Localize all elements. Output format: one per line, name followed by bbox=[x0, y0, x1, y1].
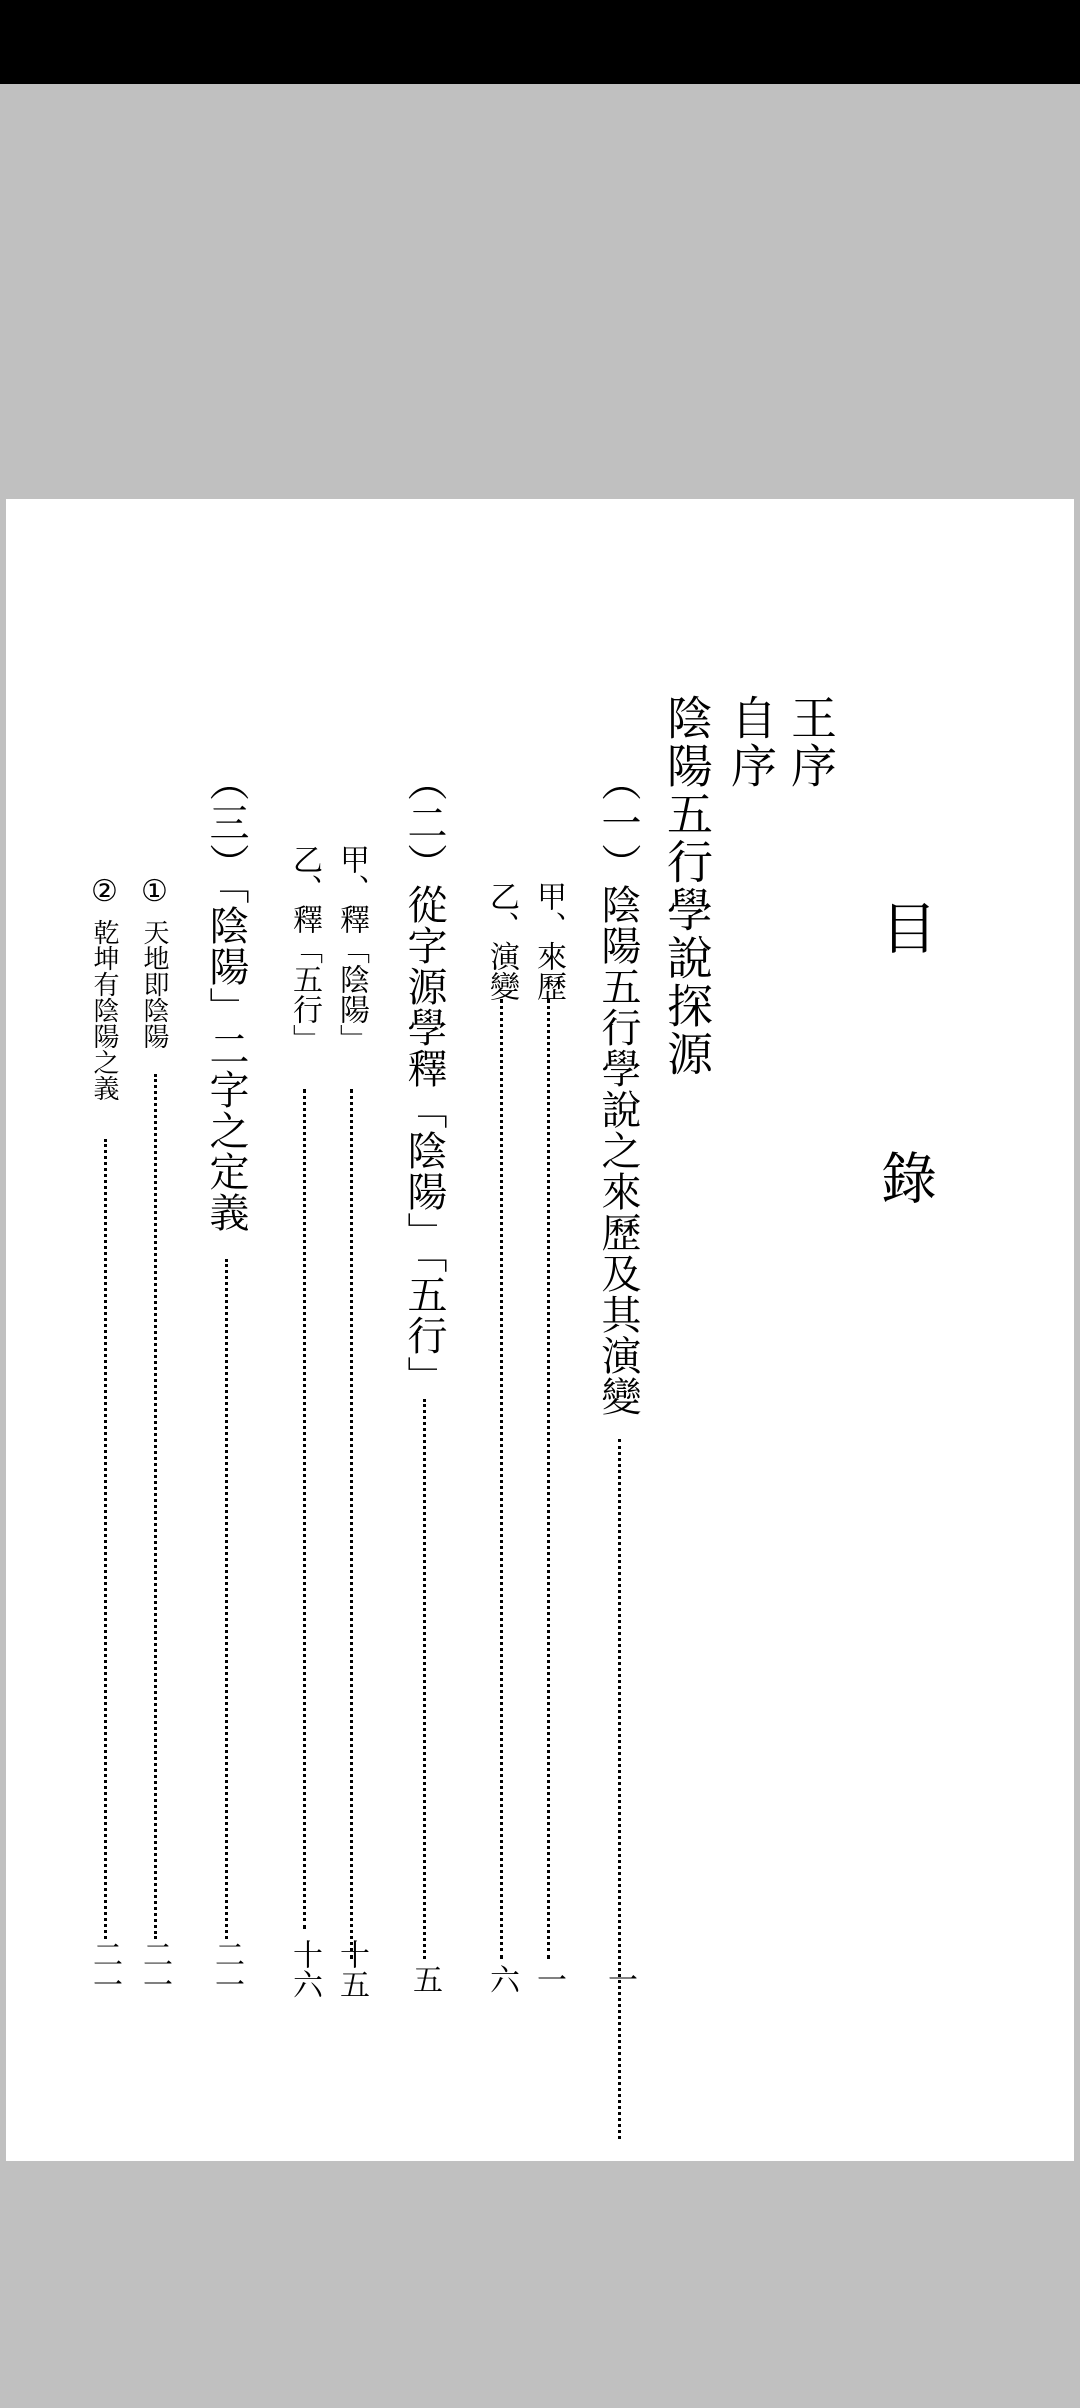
toc-entry-self-preface[interactable]: 自序 bbox=[724, 694, 778, 790]
toc-title-char-1: 目 bbox=[872, 899, 937, 955]
toc-page-number: 十六 bbox=[287, 1939, 322, 1999]
status-bar bbox=[0, 0, 1080, 84]
toc-page-number: 二一 bbox=[137, 1939, 172, 1999]
toc-item-marker: ② bbox=[87, 874, 122, 909]
toc-leader-dots bbox=[350, 1089, 353, 1959]
toc-page-number: 二一 bbox=[209, 1939, 244, 1999]
toc-entry-main-section[interactable]: 陰陽五行學說探源 bbox=[660, 694, 714, 1078]
toc-entry-wang-preface[interactable]: 王序 bbox=[784, 694, 838, 790]
toc-title-char-2: 錄 bbox=[872, 1149, 937, 1205]
toc-item-marker: ① bbox=[137, 874, 172, 909]
toc-entry-sub1a[interactable]: 甲、來歷 bbox=[531, 881, 566, 1001]
toc-entry-sub1[interactable]: （一）陰陽五行學說之來歷及其演變 bbox=[595, 761, 641, 1417]
toc-leader-dots bbox=[154, 1074, 157, 1939]
document-viewer[interactable] bbox=[0, 84, 1080, 2408]
toc-leader-dots bbox=[104, 1139, 107, 1939]
toc-leader-dots bbox=[618, 1439, 621, 2139]
toc-leader-dots bbox=[500, 999, 503, 1959]
document-page bbox=[6, 499, 1074, 2161]
toc-page-number: 二一 bbox=[87, 1939, 122, 1999]
toc-entry-sub2a[interactable]: 甲、釋「陰陽」 bbox=[334, 844, 369, 1054]
toc-leader-dots bbox=[547, 999, 550, 1959]
toc-page-number: 一 bbox=[531, 1964, 566, 1994]
toc-leader-dots bbox=[225, 1259, 228, 1939]
toc-entry-sub2[interactable]: （二）從字源學釋「陰陽」「五行」 bbox=[401, 761, 447, 1397]
toc-entry-sub1b[interactable]: 乙、演變 bbox=[484, 881, 519, 1001]
toc-page-number: 一 bbox=[602, 1964, 637, 1994]
toc-page-number: 六 bbox=[484, 1964, 519, 1994]
toc-entry-sub3[interactable]: （三）「陰陽」二字之定義 bbox=[203, 761, 249, 1233]
toc-leader-dots bbox=[303, 1089, 306, 1929]
toc-entry-item1[interactable]: 天地即陰陽 bbox=[139, 919, 169, 1049]
toc-entry-sub2b[interactable]: 乙、釋「五行」 bbox=[287, 844, 322, 1054]
toc-page-number: 五 bbox=[407, 1964, 442, 1994]
toc-page-number: 十五 bbox=[334, 1939, 369, 1999]
toc-entry-item2[interactable]: 乾坤有陰陽之義 bbox=[89, 919, 119, 1101]
toc-leader-dots bbox=[423, 1399, 426, 1959]
